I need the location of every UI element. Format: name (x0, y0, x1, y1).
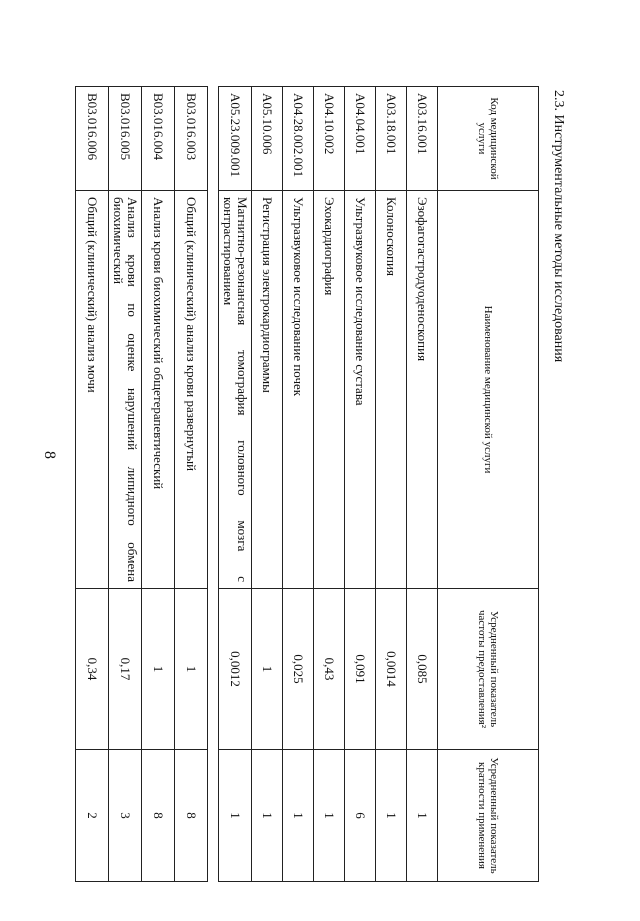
table-row (76, 87, 109, 882)
column-header-multiplicity: Усредненный показатель кратности применения (438, 750, 539, 882)
table-row (252, 87, 283, 882)
service-code: A03.18.001 (376, 87, 407, 191)
service-code: B03.016.003 (175, 87, 208, 191)
instrumental-methods-table (218, 86, 539, 882)
table-row (142, 87, 175, 882)
multiplicity-value: 1 (407, 750, 438, 882)
frequency-value: 0,091 (345, 589, 376, 750)
service-name: Магнитно-резонансная томография головного мозга с контрастированием (219, 191, 252, 589)
table-row (376, 87, 407, 882)
service-code: B03.016.004 (142, 87, 175, 191)
multiplicity-value: 2 (76, 750, 109, 882)
table-row (219, 87, 252, 882)
service-code: B03.016.005 (109, 87, 142, 191)
service-name: Колоноскопия (376, 191, 407, 589)
service-code: A05.10.006 (252, 87, 283, 191)
column-header-name: Наименование медицинской услуги (438, 191, 539, 589)
service-code: A04.28.002.001 (283, 87, 314, 191)
service-code: A03.16.001 (407, 87, 438, 191)
service-name: Анализ крови по оценке нарушений липидного обмена биохимический (109, 191, 142, 589)
multiplicity-value: 8 (175, 750, 208, 882)
lab-tests-table (75, 86, 208, 882)
column-header-code: Код медицинской услуги (438, 87, 539, 191)
table-header-row (438, 87, 539, 882)
frequency-value: 0,0012 (219, 589, 252, 750)
multiplicity-value: 6 (345, 750, 376, 882)
table-row (345, 87, 376, 882)
service-name: Эхокардиография (314, 191, 345, 589)
section-title: 2.3. Инструментальные методы исследования (551, 90, 566, 363)
frequency-value: 1 (252, 589, 283, 750)
table-row (109, 87, 142, 882)
service-code: A04.10.002 (314, 87, 345, 191)
table-row (407, 87, 438, 882)
column-header-frequency: Усредненный показатель частоты предоставления² (438, 589, 539, 750)
multiplicity-value: 1 (283, 750, 314, 882)
frequency-value: 0,085 (407, 589, 438, 750)
service-name: Ультразвуковое исследование сустава (345, 191, 376, 589)
service-name: Общий (клинический) анализ крови развернутый (175, 191, 208, 589)
frequency-value: 0,43 (314, 589, 345, 750)
table-row (175, 87, 208, 882)
service-name: Регистрация электрокардиограммы (252, 191, 283, 589)
table-row (283, 87, 314, 882)
multiplicity-value: 1 (314, 750, 345, 882)
multiplicity-value: 8 (142, 750, 175, 882)
multiplicity-value: 1 (376, 750, 407, 882)
service-code: B03.016.006 (76, 87, 109, 191)
service-name: Общий (клинический) анализ мочи (76, 191, 109, 589)
service-name: Ультразвуковое исследование почек (283, 191, 314, 589)
multiplicity-value: 1 (252, 750, 283, 882)
multiplicity-value: 3 (109, 750, 142, 882)
page-number: 8 (41, 451, 58, 459)
frequency-value: 1 (142, 589, 175, 750)
frequency-value: 0,0014 (376, 589, 407, 750)
service-code: A04.04.001 (345, 87, 376, 191)
frequency-value: 0,34 (76, 589, 109, 750)
frequency-value: 0,17 (109, 589, 142, 750)
service-code: A05.23.009.001 (219, 87, 252, 191)
multiplicity-value: 1 (219, 750, 252, 882)
service-name: Анализ крови биохимический общетерапевтический (142, 191, 175, 589)
frequency-value: 0,025 (283, 589, 314, 750)
table-row (314, 87, 345, 882)
service-name: Эзофагогастродуоденоскопия (407, 191, 438, 589)
frequency-value: 1 (175, 589, 208, 750)
